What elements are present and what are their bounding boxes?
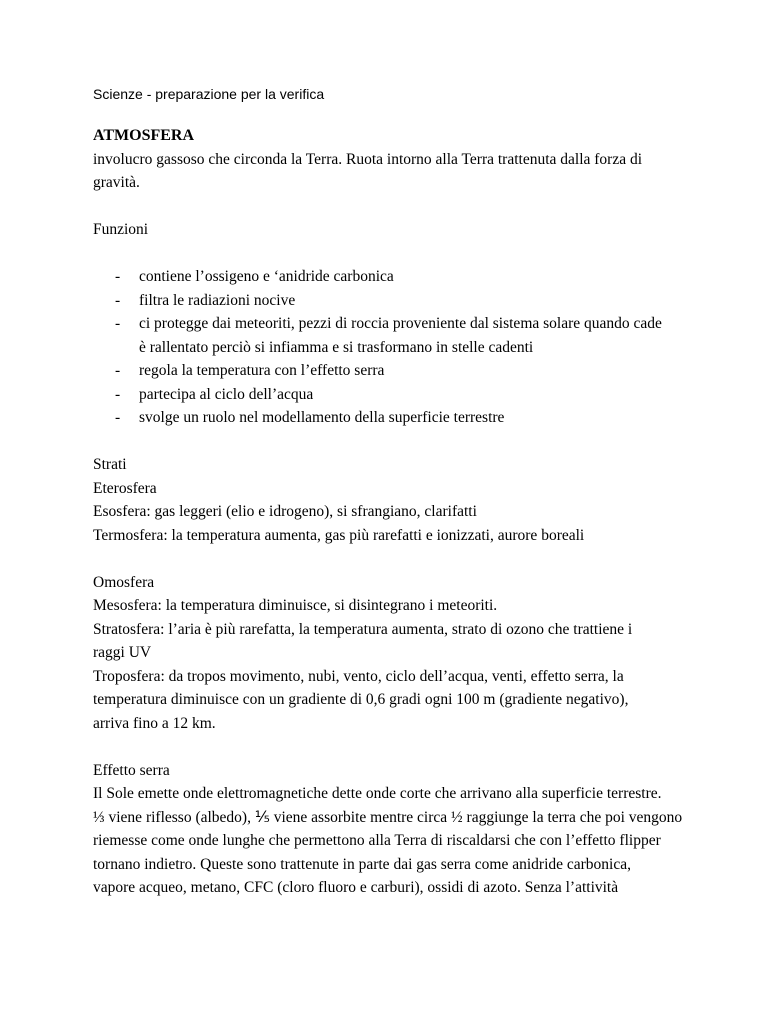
stratosfera-line-1: Stratosfera: l’aria è più rarefatta, la temperatura aumenta, strato di ozono che trattiene i (93, 620, 633, 638)
list-item: - filtra le radiazioni nocive (115, 291, 296, 309)
stratosfera-line-2: raggi UV (93, 644, 152, 661)
mesosfera-line: Mesosfera: la temperatura diminuisce, si disintegrano i meteoriti. (93, 597, 498, 614)
funzioni-list (93, 265, 683, 430)
document-body (93, 124, 683, 900)
effetto-serra-line: vapore acqueo, metano, CFC (cloro fluoro e carburi), ossidi di azoto. Senza l’attività (93, 879, 619, 896)
effetto-serra-line: ⅓ viene riflesso (albedo), ⅕ viene assorbite mentre circa ½ raggiunge la terra che poi vengono (93, 808, 683, 826)
list-item: - svolge un ruolo nel modellamento della superficie terrestre (115, 409, 505, 426)
termosfera-line: Termosfera: la temperatura aumenta, gas più rarefatti e ionizzati, aurore boreali (93, 526, 585, 544)
esosfera-line: Esosfera: gas leggeri (elio e idrogeno), si sfrangiano, clarifatti (93, 503, 477, 520)
document-header: Scienze - preparazione per la verifica (93, 86, 325, 102)
heading-funzioni: Funzioni (93, 221, 149, 238)
list-item: - regola la temperatura con l’effetto serra (115, 362, 385, 379)
section-title-atmosfera: ATMOSFERA (93, 127, 195, 144)
heading-effetto-serra: Effetto serra (93, 761, 170, 779)
effetto-serra-line: tornano indietro. Queste sono trattenute in parte dai gas serra come anidride carbonica, (93, 855, 631, 873)
troposfera-line-1: Troposfera: da tropos movimento, nubi, vento, ciclo dell’acqua, venti, effetto serra, la (93, 667, 624, 685)
troposfera-line-3: arriva fino a 12 km. (93, 714, 216, 732)
intro-line-2: gravità. (93, 174, 140, 191)
heading-omosfera: Omosfera (93, 573, 155, 591)
troposfera-line-2: temperatura diminuisce con un gradiente di 0,6 gradi ogni 100 m (gradiente negativo), (93, 691, 629, 708)
effetto-serra-line: riemesse come onde lunghe che permettono alla Terra di riscaldarsi che con l’effetto flipper (93, 832, 661, 849)
list-item: - ci protegge dai meteoriti, pezzi di roccia proveniente dal sistema solare quando cade è rallentato perciò si infiamma e si trasformano in stelle cadenti (115, 315, 662, 356)
effetto-serra-line: Il Sole emette onde elettromagnetiche dette onde corte che arrivano alla superficie terrestre. (93, 785, 662, 802)
intro-line-1: involucro gassoso che circonda la Terra. Ruota intorno alla Terra trattenuta dalla forza di (93, 150, 643, 168)
list-item: - contiene l’ossigeno e ‘anidride carbonica (115, 268, 394, 285)
eterosfera-label: Eterosfera (93, 479, 157, 497)
list-item: - partecipa al ciclo dell’acqua (115, 385, 314, 403)
heading-strati: Strati (93, 456, 127, 473)
